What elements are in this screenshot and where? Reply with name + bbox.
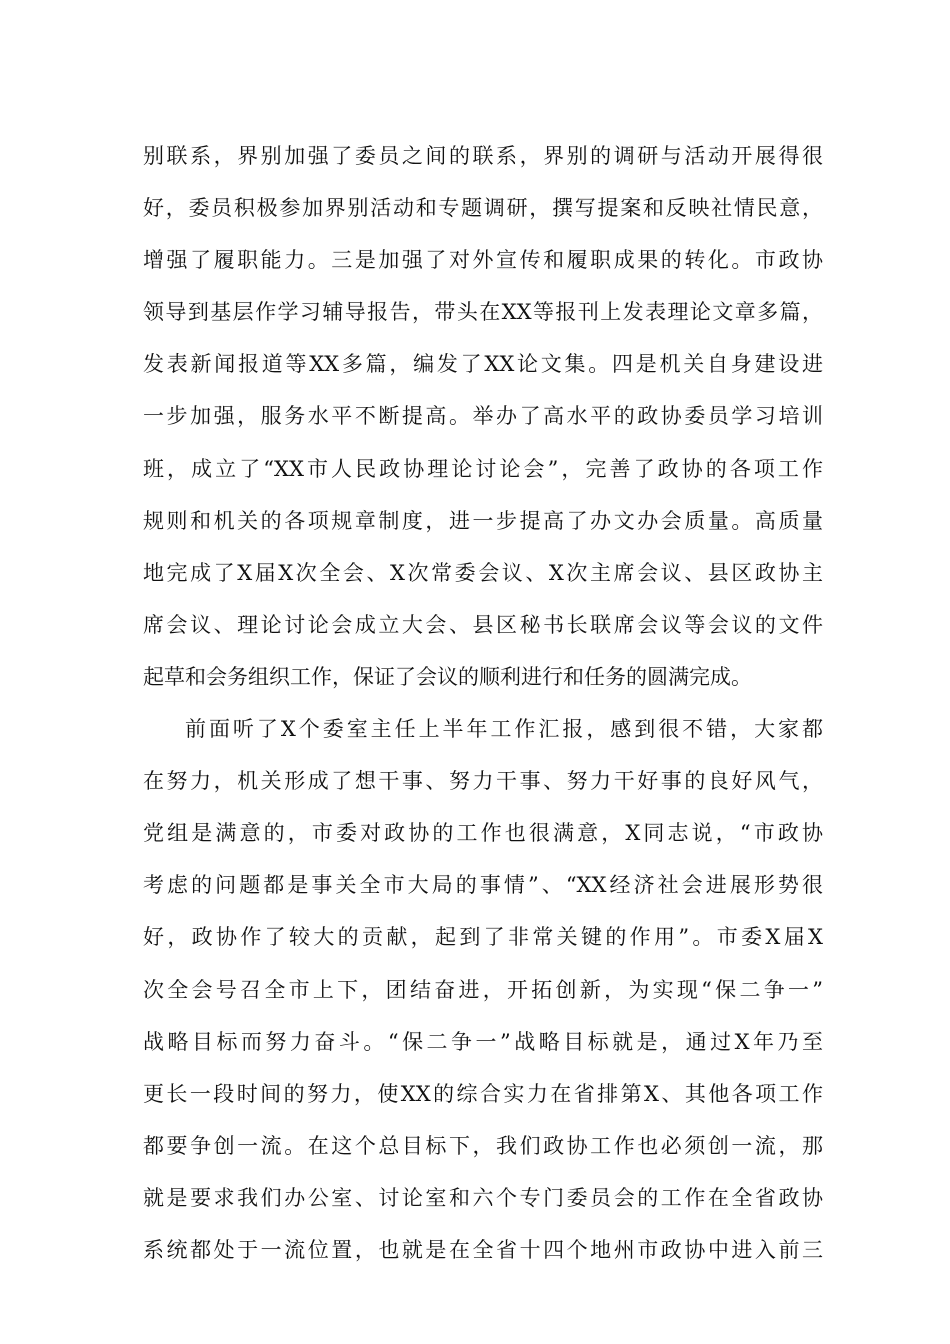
text-line: 席会议、理论讨论会成立大会、县区秘书长联席会议等会议的文件 [143, 612, 823, 637]
text-line: 前面听了X个委室主任上半年工作汇报，感到很不错，大家都 [185, 717, 823, 742]
text-line: 好，委员积极参加界别活动和专题调研，撰写提案和反映社情民意， [143, 196, 823, 221]
text-line: 地完成了X届X次全会、X次常委会议、X次主席会议、县区政协主 [143, 560, 823, 585]
text-line: 班，成立了“XX市人民政协理论讨论会”，完善了政协的各项工作 [143, 456, 823, 481]
text-line: 增强了履职能力。三是加强了对外宣传和履职成果的转化。市政协 [143, 248, 823, 273]
text-line: 一步加强，服务水平不断提高。举办了高水平的政协委员学习培训 [143, 404, 823, 429]
text-line: 别联系，界别加强了委员之间的联系，界别的调研与活动开展得很 [143, 144, 823, 168]
text-line: 规则和机关的各项规章制度，进一步提高了办文办会质量。高质量 [143, 508, 823, 533]
text-line: 党组是满意的，市委对政协的工作也很满意，X同志说，“市政协 [143, 821, 823, 846]
text-line: 次全会号召全市上下，团结奋进，开拓创新，为实现“保二争一” [143, 977, 823, 1002]
text-line: 就是要求我们办公室、讨论室和六个专门委员会的工作在全省政协 [143, 1185, 823, 1210]
text-line: 好，政协作了较大的贡献，起到了非常关键的作用”。市委X届X [143, 925, 823, 950]
body-text [143, 130, 823, 1276]
text-line: 发表新闻报道等XX多篇，编发了XX论文集。四是机关自身建设进 [143, 352, 823, 377]
text-line: 都要争创一流。在这个总目标下，我们政协工作也必须创一流，那 [143, 1133, 823, 1158]
text-line: 战略目标而努力奋斗。“保二争一”战略目标就是，通过X年乃至 [143, 1029, 823, 1054]
paragraph-1 [143, 130, 823, 703]
text-line: 在努力，机关形成了想干事、努力干事、努力干好事的良好风气， [143, 769, 823, 794]
text-line: 考虑的问题都是事关全市大局的事情”、“XX经济社会进展形势很 [143, 873, 823, 898]
text-line: 起草和会务组织工作，保证了会议的顺利进行和任务的圆满完成。 [143, 664, 752, 689]
text-line: 领导到基层作学习辅导报告，带头在XX等报刊上发表理论文章多篇， [143, 300, 823, 325]
paragraph-2 [143, 703, 823, 1276]
text-line: 更长一段时间的努力，使XX的综合实力在省排第X、其他各项工作 [143, 1081, 823, 1106]
text-line: 系统都处于一流位置，也就是在全省十四个地州市政协中进入前三 [143, 1237, 823, 1262]
